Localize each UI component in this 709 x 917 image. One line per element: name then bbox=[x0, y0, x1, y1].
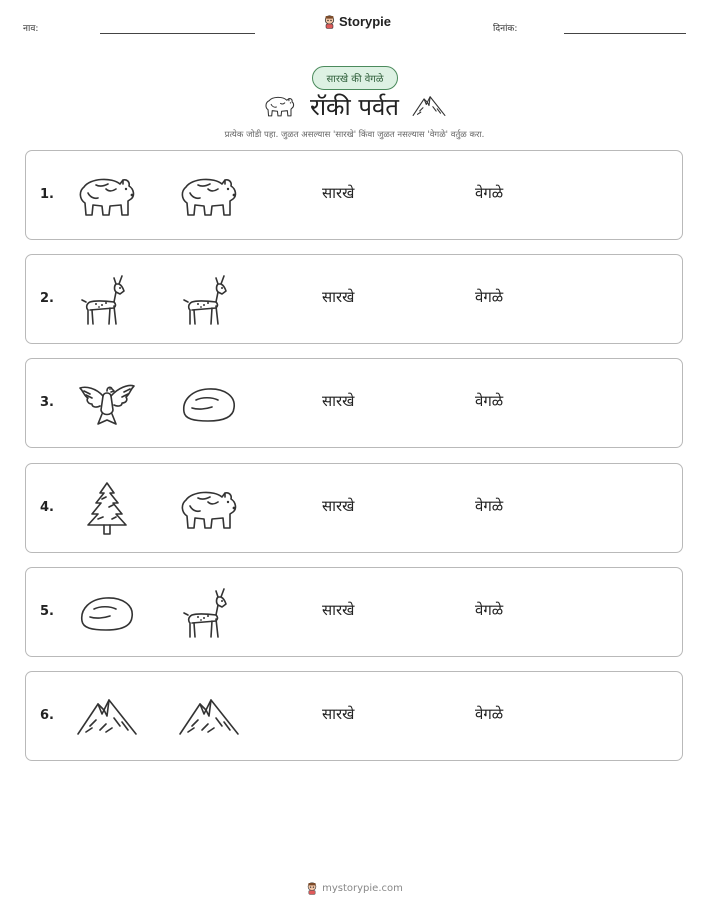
different-option[interactable]: वेगळे bbox=[475, 392, 504, 410]
bear-icon bbox=[178, 481, 240, 537]
brand-logo bbox=[323, 14, 391, 29]
worksheet-type-badge: सारखे की वेगळे bbox=[312, 66, 398, 90]
pine-tree-icon bbox=[76, 481, 138, 537]
instructions-text: प्रत्येक जोडी पहा. जुळत असल्यास 'सारखे' किंवा जुळत नसल्यास 'वेगळे' वर्तुळ करा. bbox=[224, 130, 485, 140]
footer bbox=[0, 878, 709, 898]
different-option[interactable]: वेगळे bbox=[475, 705, 504, 723]
question-card-5 bbox=[25, 567, 683, 657]
name-label: नाव: bbox=[23, 24, 39, 34]
question-number: 2. bbox=[40, 291, 54, 306]
rock-icon bbox=[76, 585, 138, 641]
same-option[interactable]: सारखे bbox=[322, 497, 355, 515]
date-line[interactable] bbox=[564, 33, 686, 34]
brand-name: Storypie bbox=[339, 14, 392, 29]
same-option[interactable]: सारखे bbox=[322, 184, 355, 202]
different-option[interactable]: वेगळे bbox=[475, 288, 504, 306]
storypie-mascot-icon bbox=[323, 15, 336, 29]
same-option[interactable]: सारखे bbox=[322, 288, 355, 306]
question-number: 6. bbox=[40, 708, 54, 723]
title-row bbox=[0, 90, 709, 122]
bear-icon bbox=[178, 168, 240, 224]
deer-icon bbox=[178, 272, 240, 328]
question-card-4 bbox=[25, 463, 683, 553]
question-card-6 bbox=[25, 671, 683, 761]
mountain-icon bbox=[178, 689, 240, 745]
date-label: दिनांक: bbox=[493, 24, 518, 34]
bear-icon bbox=[76, 168, 138, 224]
storypie-mascot-icon bbox=[306, 882, 318, 895]
question-card-1 bbox=[25, 150, 683, 240]
question-number: 5. bbox=[40, 604, 54, 619]
worksheet-header bbox=[0, 14, 709, 38]
eagle-icon bbox=[76, 376, 138, 432]
same-option[interactable]: सारखे bbox=[322, 392, 355, 410]
rock-icon bbox=[178, 376, 240, 432]
question-number: 3. bbox=[40, 395, 54, 410]
same-option[interactable]: सारखे bbox=[322, 601, 355, 619]
page-title: रॉकी पर्वत bbox=[310, 93, 399, 121]
question-card-2 bbox=[25, 254, 683, 344]
deer-icon bbox=[178, 585, 240, 641]
mountain-icon bbox=[76, 689, 138, 745]
mountain-icon bbox=[412, 92, 446, 118]
same-option[interactable]: सारखे bbox=[322, 705, 355, 723]
name-line[interactable] bbox=[100, 33, 255, 34]
question-number: 4. bbox=[40, 500, 54, 515]
footer-site-link[interactable]: mystorypie.com bbox=[322, 882, 403, 894]
different-option[interactable]: वेगळे bbox=[475, 601, 504, 619]
different-option[interactable]: वेगळे bbox=[475, 497, 504, 515]
deer-icon bbox=[76, 272, 138, 328]
question-card-3 bbox=[25, 358, 683, 448]
different-option[interactable]: वेगळे bbox=[475, 184, 504, 202]
question-number: 1. bbox=[40, 187, 54, 202]
